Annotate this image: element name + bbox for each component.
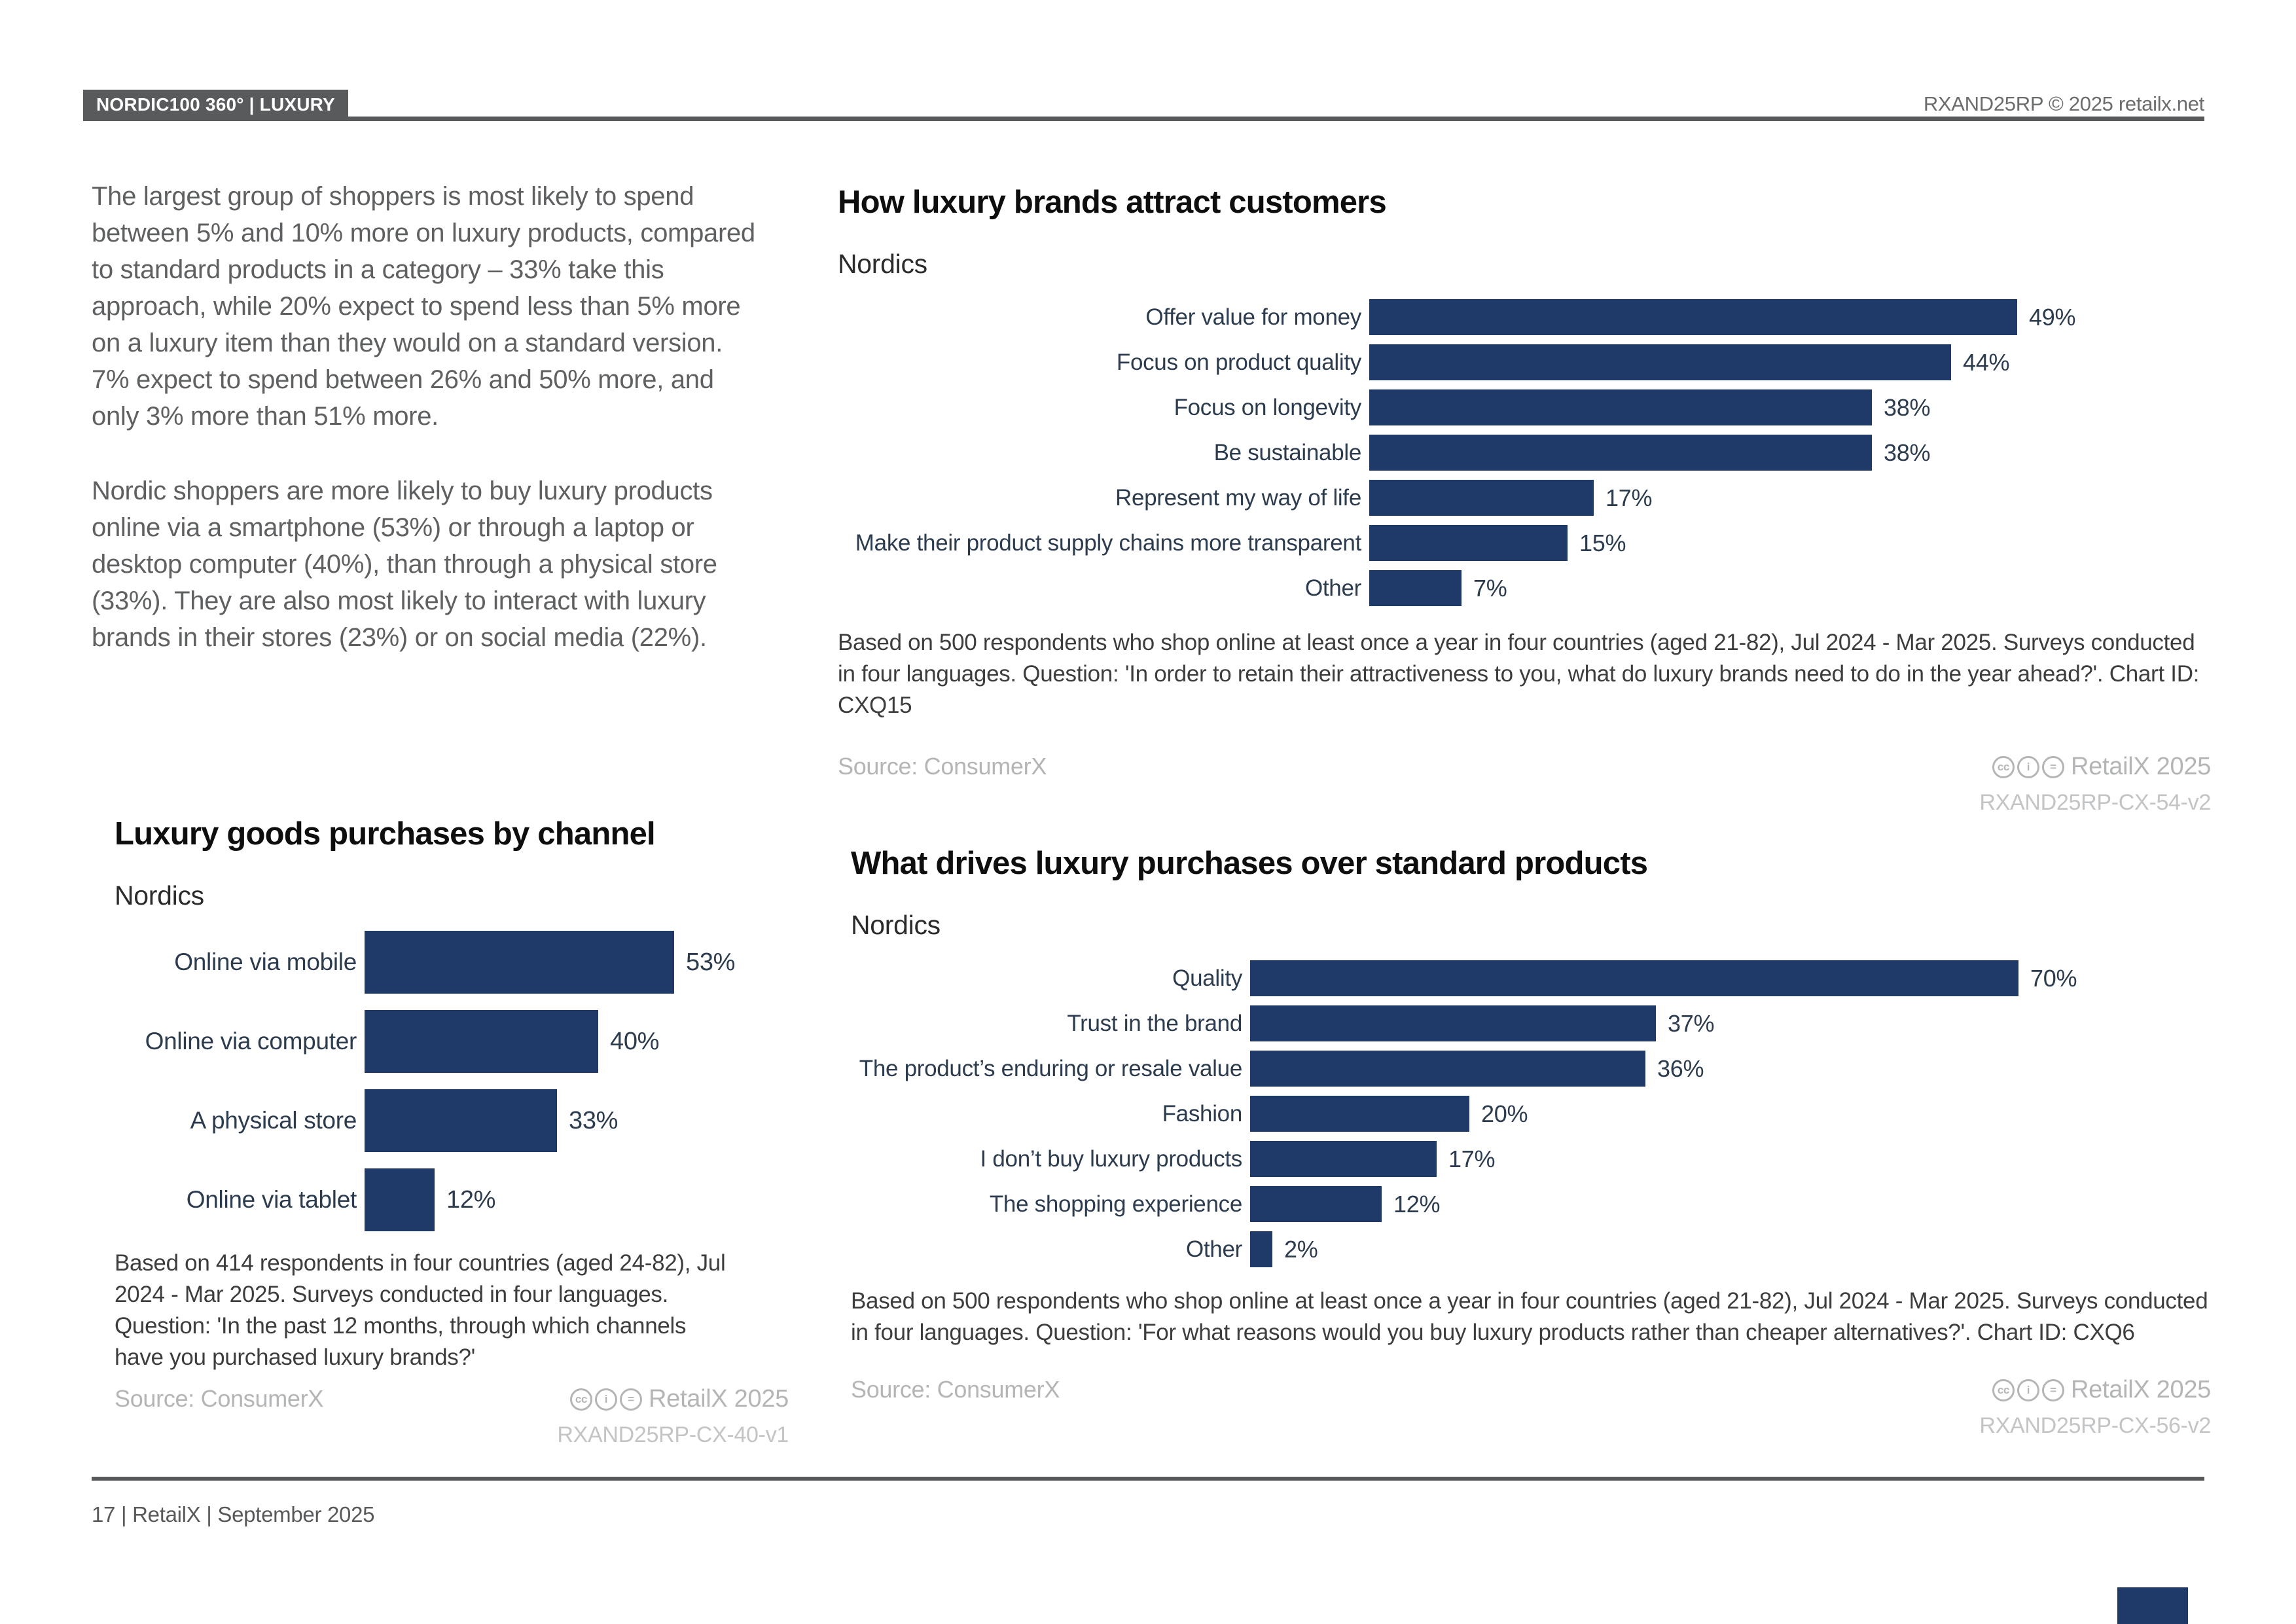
bar-row [838, 570, 2211, 606]
bar [1250, 1005, 1656, 1041]
bar [1369, 525, 1568, 561]
bar-row [838, 344, 2211, 380]
bar-value-label: 44% [1963, 348, 2010, 376]
bar-row [115, 931, 887, 994]
bar-value-label: 40% [610, 1027, 660, 1055]
bar [365, 1010, 598, 1073]
bar-category-label: The product’s enduring or resale value [859, 1055, 1242, 1081]
bar [365, 931, 674, 994]
bar-value-label: 17% [1605, 484, 1653, 511]
intro-paragraph-1: The largest group of shoppers is most likely to spend between 5% and 10% more on luxury products, compared to standard products in a category – 33% take this approach, while 20% expect to spend less than 5% more on a luxury item than they would on a standard version. 7% expect to spend between 26% and 50% more, and only 3% more than 51% more. [92, 182, 755, 431]
bar-value-label: 15% [1579, 529, 1626, 556]
bar-value-label: 49% [2029, 303, 2076, 331]
bar-value-label: 38% [1884, 439, 1931, 466]
bar-value-label: 20% [1481, 1100, 1528, 1127]
bar-row [838, 299, 2211, 335]
bar-row [851, 1141, 2211, 1177]
bar-category-label: Online via tablet [186, 1186, 357, 1213]
bar [365, 1168, 435, 1231]
bar-category-label: Online via mobile [174, 948, 357, 975]
bar-value-label: 70% [2030, 964, 2077, 992]
header-rule [83, 117, 2204, 121]
bar-value-label: 12% [1393, 1190, 1441, 1218]
intro-text [92, 178, 756, 694]
bar [1369, 435, 1872, 471]
bar [365, 1089, 557, 1152]
bar-value-label: 38% [1884, 393, 1931, 421]
chart-code: RXAND25RP-CX-40-v1 [557, 1422, 789, 1447]
chart-source: Source: ConsumerX [115, 1385, 324, 1412]
bar-value-label: 17% [1448, 1145, 1496, 1172]
bar-category-label: Other [1185, 1236, 1242, 1262]
bar-category-label: Make their product supply chains more transparent [855, 530, 1361, 556]
chart-title: Luxury goods purchases by channel [115, 816, 655, 852]
bar-value-label: 2% [1284, 1235, 1318, 1263]
bar-category-label: Trust in the brand [1067, 1010, 1242, 1036]
cc-icon: cc [570, 1388, 592, 1411]
bar-value-label: 37% [1668, 1009, 1715, 1037]
bar-row [851, 960, 2211, 996]
bar-category-label: Focus on longevity [1174, 394, 1361, 420]
bar-chart [115, 931, 887, 1231]
intro-paragraph-2: Nordic shoppers are more likely to buy luxury products online via a smartphone (53%) or through a laptop or desktop computer (40%), than through a physical store (33%). They are also most likely to interact with luxury brands in their stores (23%) or on social media (22%). [92, 477, 717, 652]
bar-category-label: Focus on product quality [1116, 349, 1361, 375]
bar-row [838, 435, 2211, 471]
chart-title: What drives luxury purchases over standard products [851, 846, 1648, 881]
cc-icon: cc [1992, 756, 2015, 778]
chart-subtitle: Nordics [115, 880, 204, 911]
chart-code: RXAND25RP-CX-54-v2 [1979, 790, 2211, 815]
bar [1250, 1051, 1645, 1087]
cc-icon: cc [1992, 1379, 2015, 1401]
bar-row [115, 1010, 887, 1073]
bar [1250, 1186, 1382, 1222]
bar-row [838, 525, 2211, 561]
bar-category-label: A physical store [190, 1107, 357, 1134]
chart-footnote: Based on 500 respondents who shop online at least once a year in four countries (aged 21-82), Jul 2024 - Mar 2025. Surveys conducted in four languages. Question: 'For what reasons would you buy luxury products rather than cheaper alternatives?'. Chart ID: CXQ6 [851, 1288, 2208, 1345]
bar [1369, 389, 1872, 425]
bar-row [851, 1051, 2211, 1087]
corner-brand-mark [2117, 1587, 2188, 1624]
chart-brand: RetailX 2025 [649, 1385, 789, 1413]
chart-subtitle: Nordics [838, 249, 927, 279]
bar-chart [838, 299, 2211, 606]
bar [1250, 1141, 1437, 1177]
bar-row [115, 1168, 887, 1231]
cc-by-icon: i [2017, 756, 2039, 778]
bar-category-label: Quality [1172, 965, 1242, 991]
bar [1250, 1096, 1469, 1132]
bar [1369, 344, 1951, 380]
chart-title: How luxury brands attract customers [838, 185, 1386, 220]
bar-category-label: Other [1304, 575, 1361, 601]
bar [1369, 570, 1462, 606]
chart-brand: RetailX 2025 [2071, 753, 2211, 780]
bar [1250, 1231, 1272, 1267]
bar-value-label: 12% [446, 1185, 496, 1214]
cc-by-nd-license-icons [570, 1388, 642, 1411]
bar-category-label: I don’t buy luxury products [980, 1146, 1242, 1172]
bar-category-label: Fashion [1162, 1100, 1242, 1127]
chart-attract-customers [838, 183, 2211, 816]
bar-row [851, 1186, 2211, 1222]
cc-nd-icon: = [2042, 756, 2064, 778]
bar-value-label: 7% [1473, 574, 1507, 602]
bar-category-label: Represent my way of life [1115, 484, 1361, 511]
bar-category-label: Offer value for money [1145, 304, 1361, 330]
cc-by-nd-license-icons [1992, 756, 2064, 778]
bar-row [851, 1096, 2211, 1132]
footer-page-info: 17 | RetailX | September 2025 [92, 1502, 375, 1526]
bar-category-label: Be sustainable [1213, 439, 1361, 465]
bar-row [851, 1231, 2211, 1267]
bar-category-label: Online via computer [145, 1028, 357, 1055]
chart-code: RXAND25RP-CX-56-v2 [1979, 1413, 2211, 1438]
header-meta: RXAND25RP © 2025 retailx.net [1923, 92, 2204, 115]
cc-by-icon: i [2017, 1379, 2039, 1401]
bar [1369, 480, 1594, 516]
bar-value-label: 53% [686, 948, 736, 976]
bar-row [115, 1089, 887, 1152]
chart-footnote: Based on 414 respondents in four countries (aged 24-82), Jul 2024 - Mar 2025. Surveys conducted in four languages. Question: 'In the past 12 months, through which channels have you purchased luxury brands?' [115, 1250, 726, 1370]
cc-nd-icon: = [2042, 1379, 2064, 1401]
cc-nd-icon: = [620, 1388, 642, 1411]
chart-subtitle: Nordics [851, 910, 941, 940]
cc-by-icon: i [595, 1388, 617, 1411]
bar [1250, 960, 2018, 996]
bar-value-label: 33% [569, 1106, 619, 1134]
bar-row [838, 480, 2211, 516]
bar-row [851, 1005, 2211, 1041]
chart-footnote: Based on 500 respondents who shop online at least once a year in four countries (aged 21-82), Jul 2024 - Mar 2025. Surveys conducted in four languages. Question: 'In order to retain their attractiveness to you, what do luxury brands need to do in the year ahead?'. Chart ID: CXQ15 [838, 630, 2200, 718]
bar [1369, 299, 2017, 335]
bar-row [838, 389, 2211, 425]
footer-rule [92, 1477, 2204, 1481]
chart-purchases-by-channel [115, 815, 887, 1448]
cc-by-nd-license-icons [1992, 1379, 2064, 1401]
bar-chart [851, 960, 2211, 1267]
bar-value-label: 36% [1657, 1055, 1704, 1082]
bar-category-label: The shopping experience [989, 1191, 1242, 1217]
chart-brand: RetailX 2025 [2071, 1376, 2211, 1403]
section-badge: NORDIC100 360° | LUXURY [83, 90, 348, 120]
chart-source: Source: ConsumerX [838, 753, 1047, 780]
chart-drives-luxury-purchases [851, 844, 2211, 1439]
chart-source: Source: ConsumerX [851, 1376, 1060, 1403]
